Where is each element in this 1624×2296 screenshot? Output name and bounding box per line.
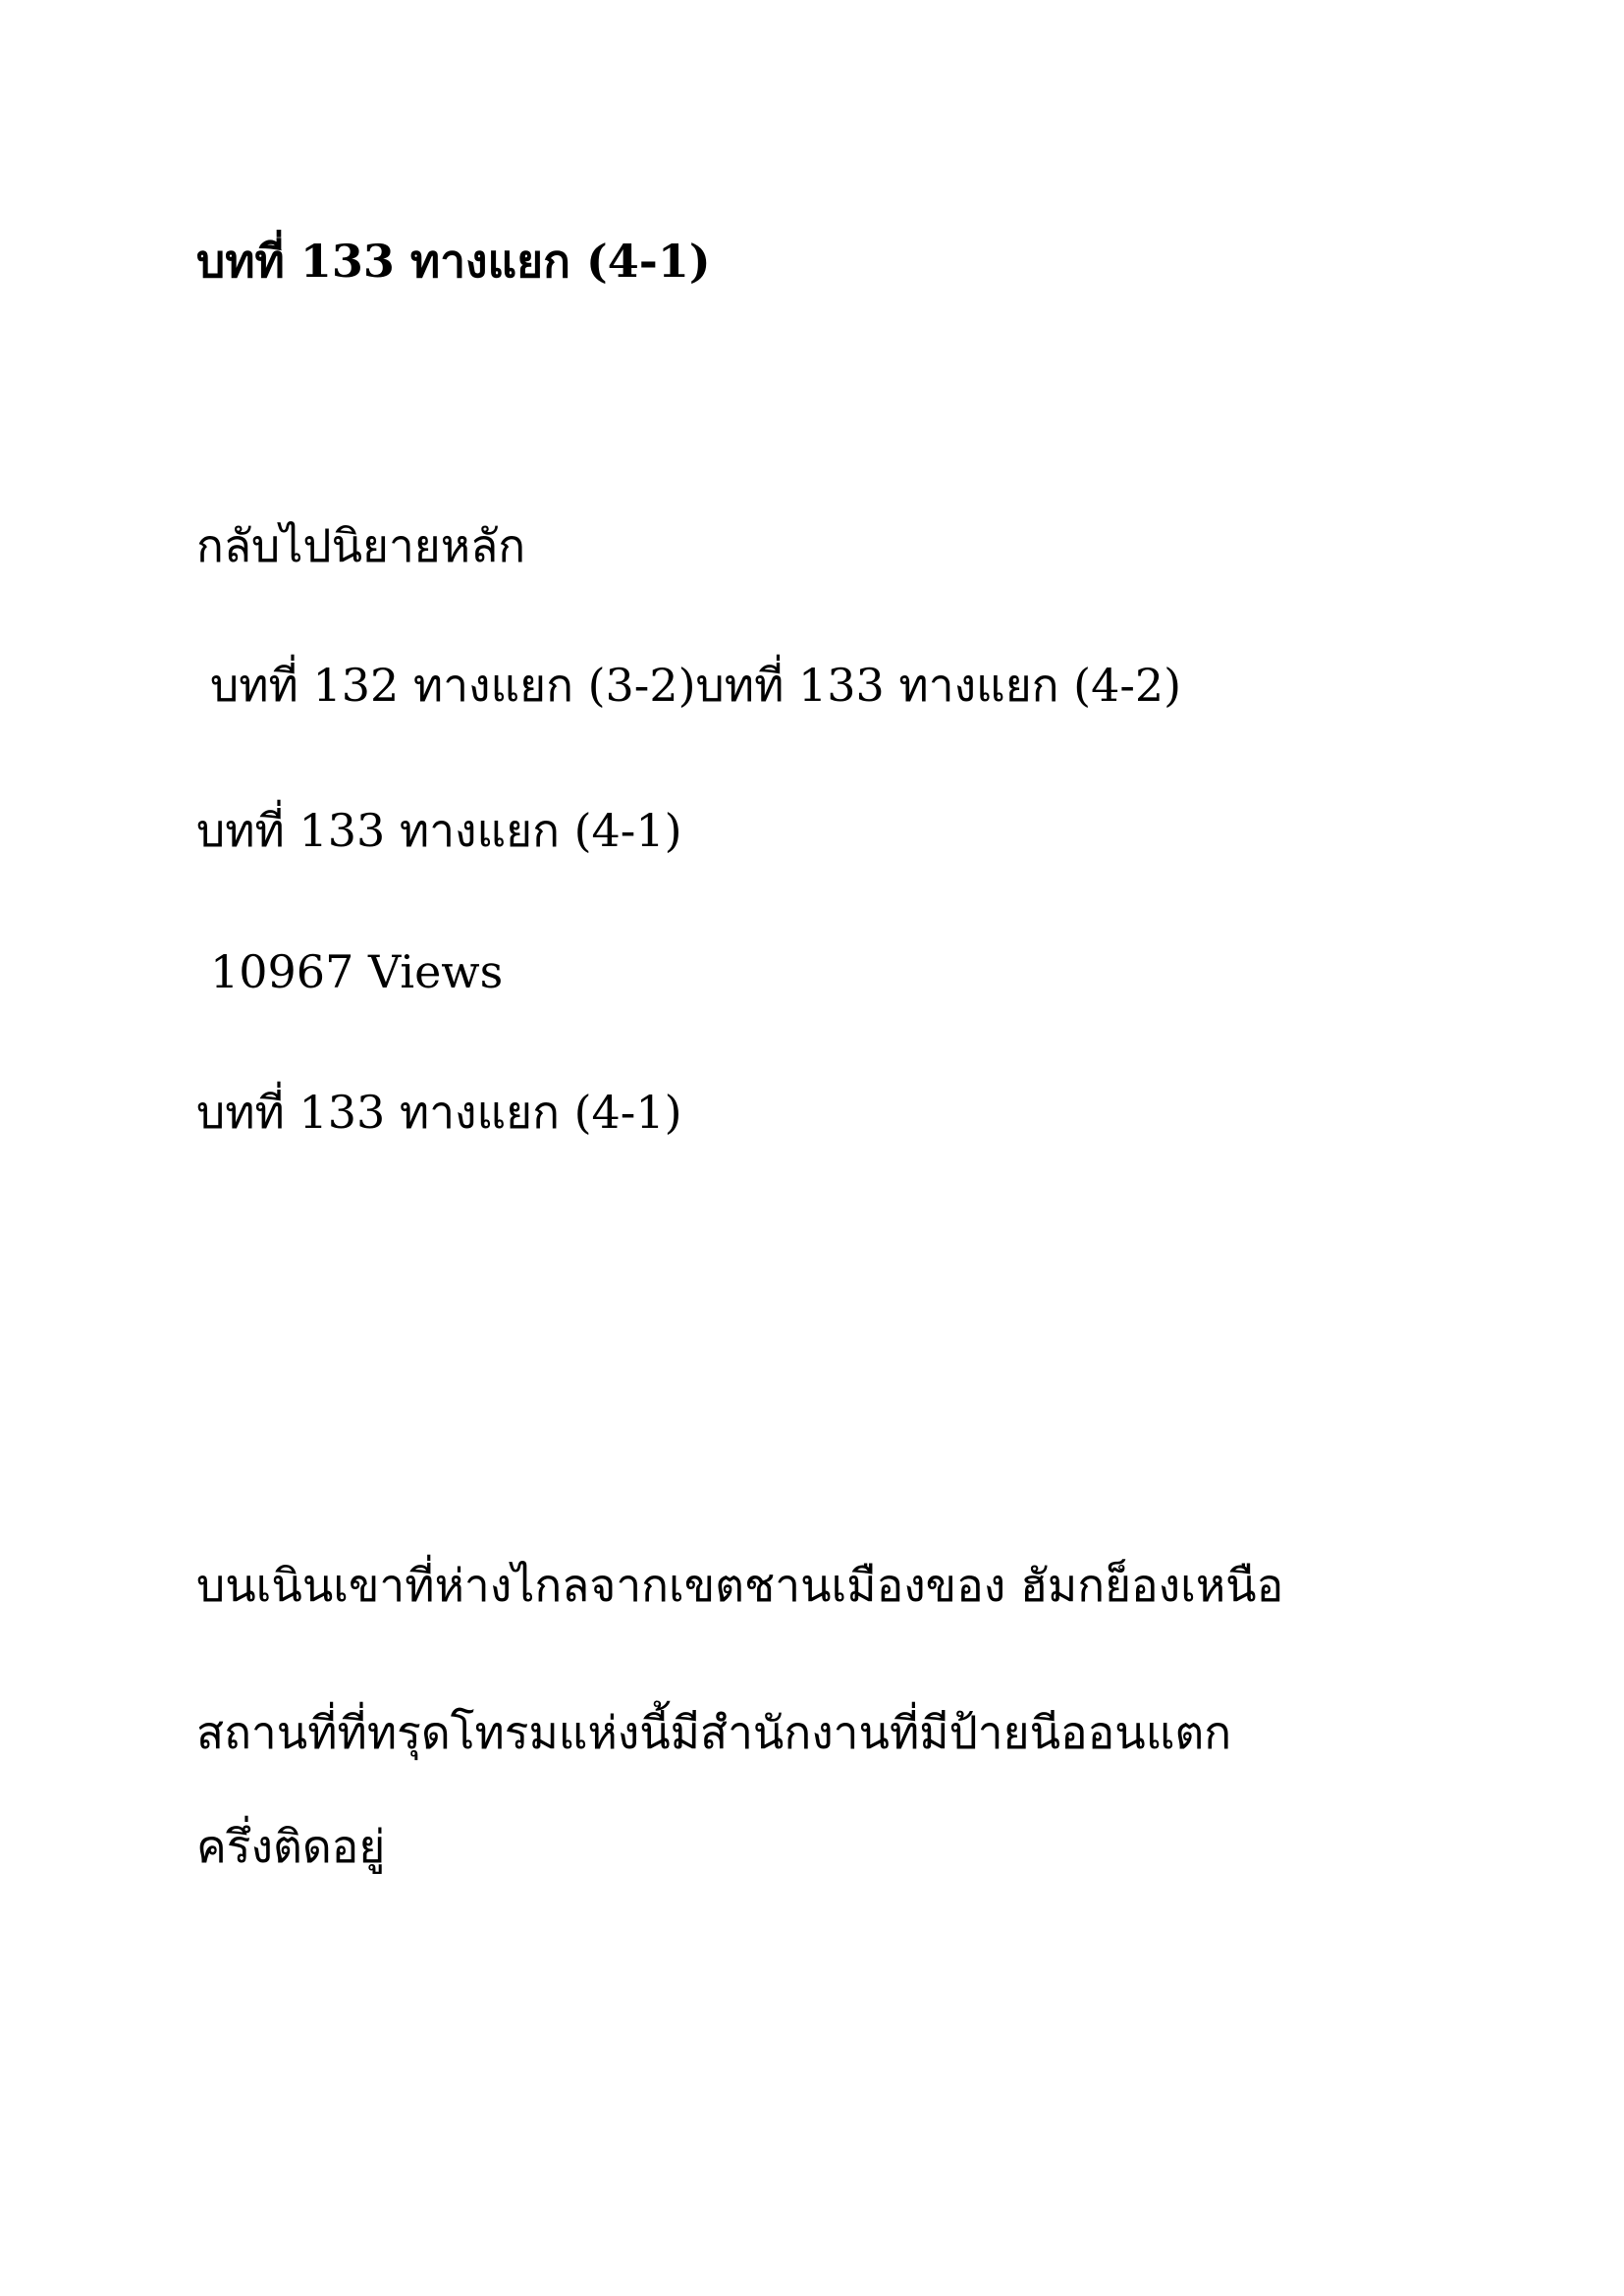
chapter-heading: บทที่ 133 ทางแยก (4-1) (196, 804, 682, 857)
page-title: บทที่ 133 ทางแยก (4-1) (196, 235, 711, 288)
chapter-heading-repeat: บทที่ 133 ทางแยก (4-1) (196, 1086, 682, 1139)
body-line: ครึ่งติดอยู่ (196, 1820, 386, 1873)
view-count: 10967 Views (210, 945, 504, 998)
back-to-main-link[interactable]: กลับไปนิยายหลัก (196, 519, 526, 572)
prev-chapter-link[interactable]: บทที่ 132 ทางแยก (3-2) (210, 659, 696, 712)
next-chapter-link[interactable]: บทที่ 133 ทางแยก (4-2) (695, 659, 1182, 712)
body-line: สถานที่ที่ทรุดโทรมแห่งนี้มีสำนักงานที่มีป้ายนีออนแตก (196, 1706, 1232, 1759)
body-line: บนเนินเขาที่ห่างไกลจากเขตชานเมืองของ ฮัมกย็องเหนือ (196, 1559, 1284, 1612)
chapter-navigation (210, 656, 1181, 715)
chapter-body (196, 1512, 1453, 1900)
